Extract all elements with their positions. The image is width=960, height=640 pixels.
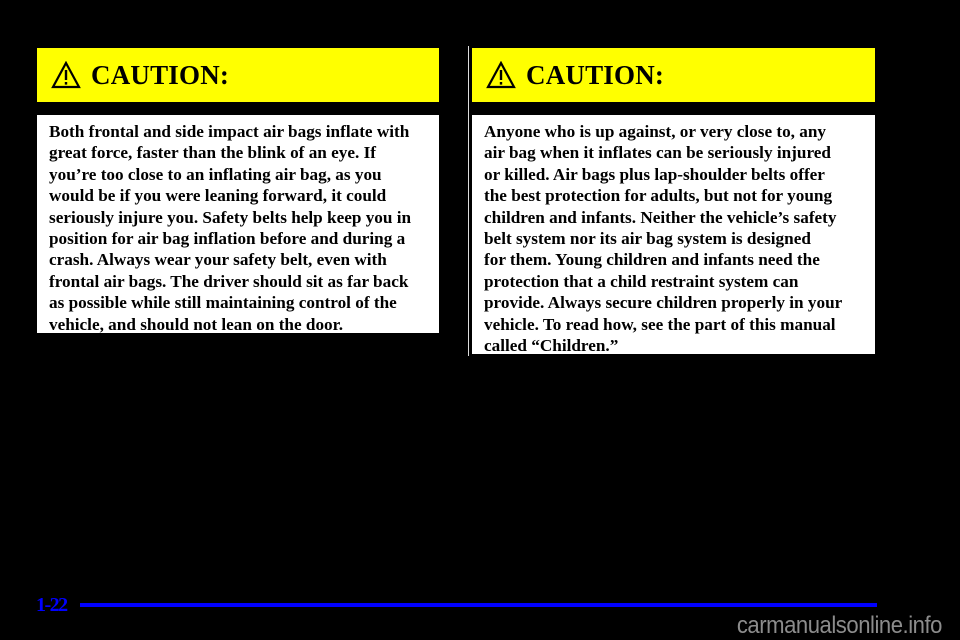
caution-text-line: as possible while still maintaining control of the <box>49 293 397 313</box>
caution-text-line: children and infants. Neither the vehicle’s safety <box>484 207 837 227</box>
footer-rule <box>80 603 877 607</box>
warning-triangle-icon <box>486 61 516 89</box>
column-divider <box>468 46 469 356</box>
caution-text-line: frontal air bags. The driver should sit as far back <box>49 271 409 291</box>
caution-text-line: provide. Always secure children properly in your <box>484 293 843 313</box>
page-number: 1-22 <box>36 594 67 616</box>
caution-text-line: vehicle, and should not lean on the door. <box>49 314 343 334</box>
caution-text-line: the best protection for adults, but not for young <box>484 186 833 206</box>
caution-text-line: or killed. Air bags plus lap-shoulder belts offer <box>484 164 825 184</box>
caution-text-line: belt system nor its air bag system is designed <box>484 229 811 249</box>
caution-header-right <box>472 48 875 102</box>
caution-text-line: protection that a child restraint system can <box>484 271 799 291</box>
caution-text-line: seriously injure you. Safety belts help keep you in <box>49 207 412 227</box>
warning-triangle-icon <box>51 61 81 89</box>
caution-text-line: for them. Young children and infants need the <box>484 250 820 270</box>
caution-text-line: Both frontal and side impact air bags inflate with <box>49 122 410 141</box>
caution-text-line: crash. Always wear your safety belt, even with <box>49 250 387 270</box>
caution-header-left <box>37 48 439 102</box>
caution-title: CAUTION: <box>91 59 230 90</box>
caution-text-line: position for air bag inflation before and during a <box>49 229 406 249</box>
caution-text-line: called “Children.” <box>484 336 619 356</box>
caution-text-line: would be if you were leaning forward, it could <box>49 186 387 206</box>
caution-text-line: air bag when it inflates can be seriously injured <box>484 143 831 163</box>
caution-text-line: Anyone who is up against, or very close to, any <box>484 122 827 141</box>
caution-title: CAUTION: <box>526 59 665 90</box>
caution-body-right <box>472 115 875 354</box>
watermark: carmanualsonline.info <box>736 612 942 639</box>
caution-text-line: great force, faster than the blink of an eye. If <box>49 143 376 163</box>
caution-text-line: you’re too close to an inflating air bag, as you <box>49 164 382 184</box>
caution-text-line: vehicle. To read how, see the part of this manual <box>484 314 836 334</box>
caution-body-left <box>37 115 439 333</box>
